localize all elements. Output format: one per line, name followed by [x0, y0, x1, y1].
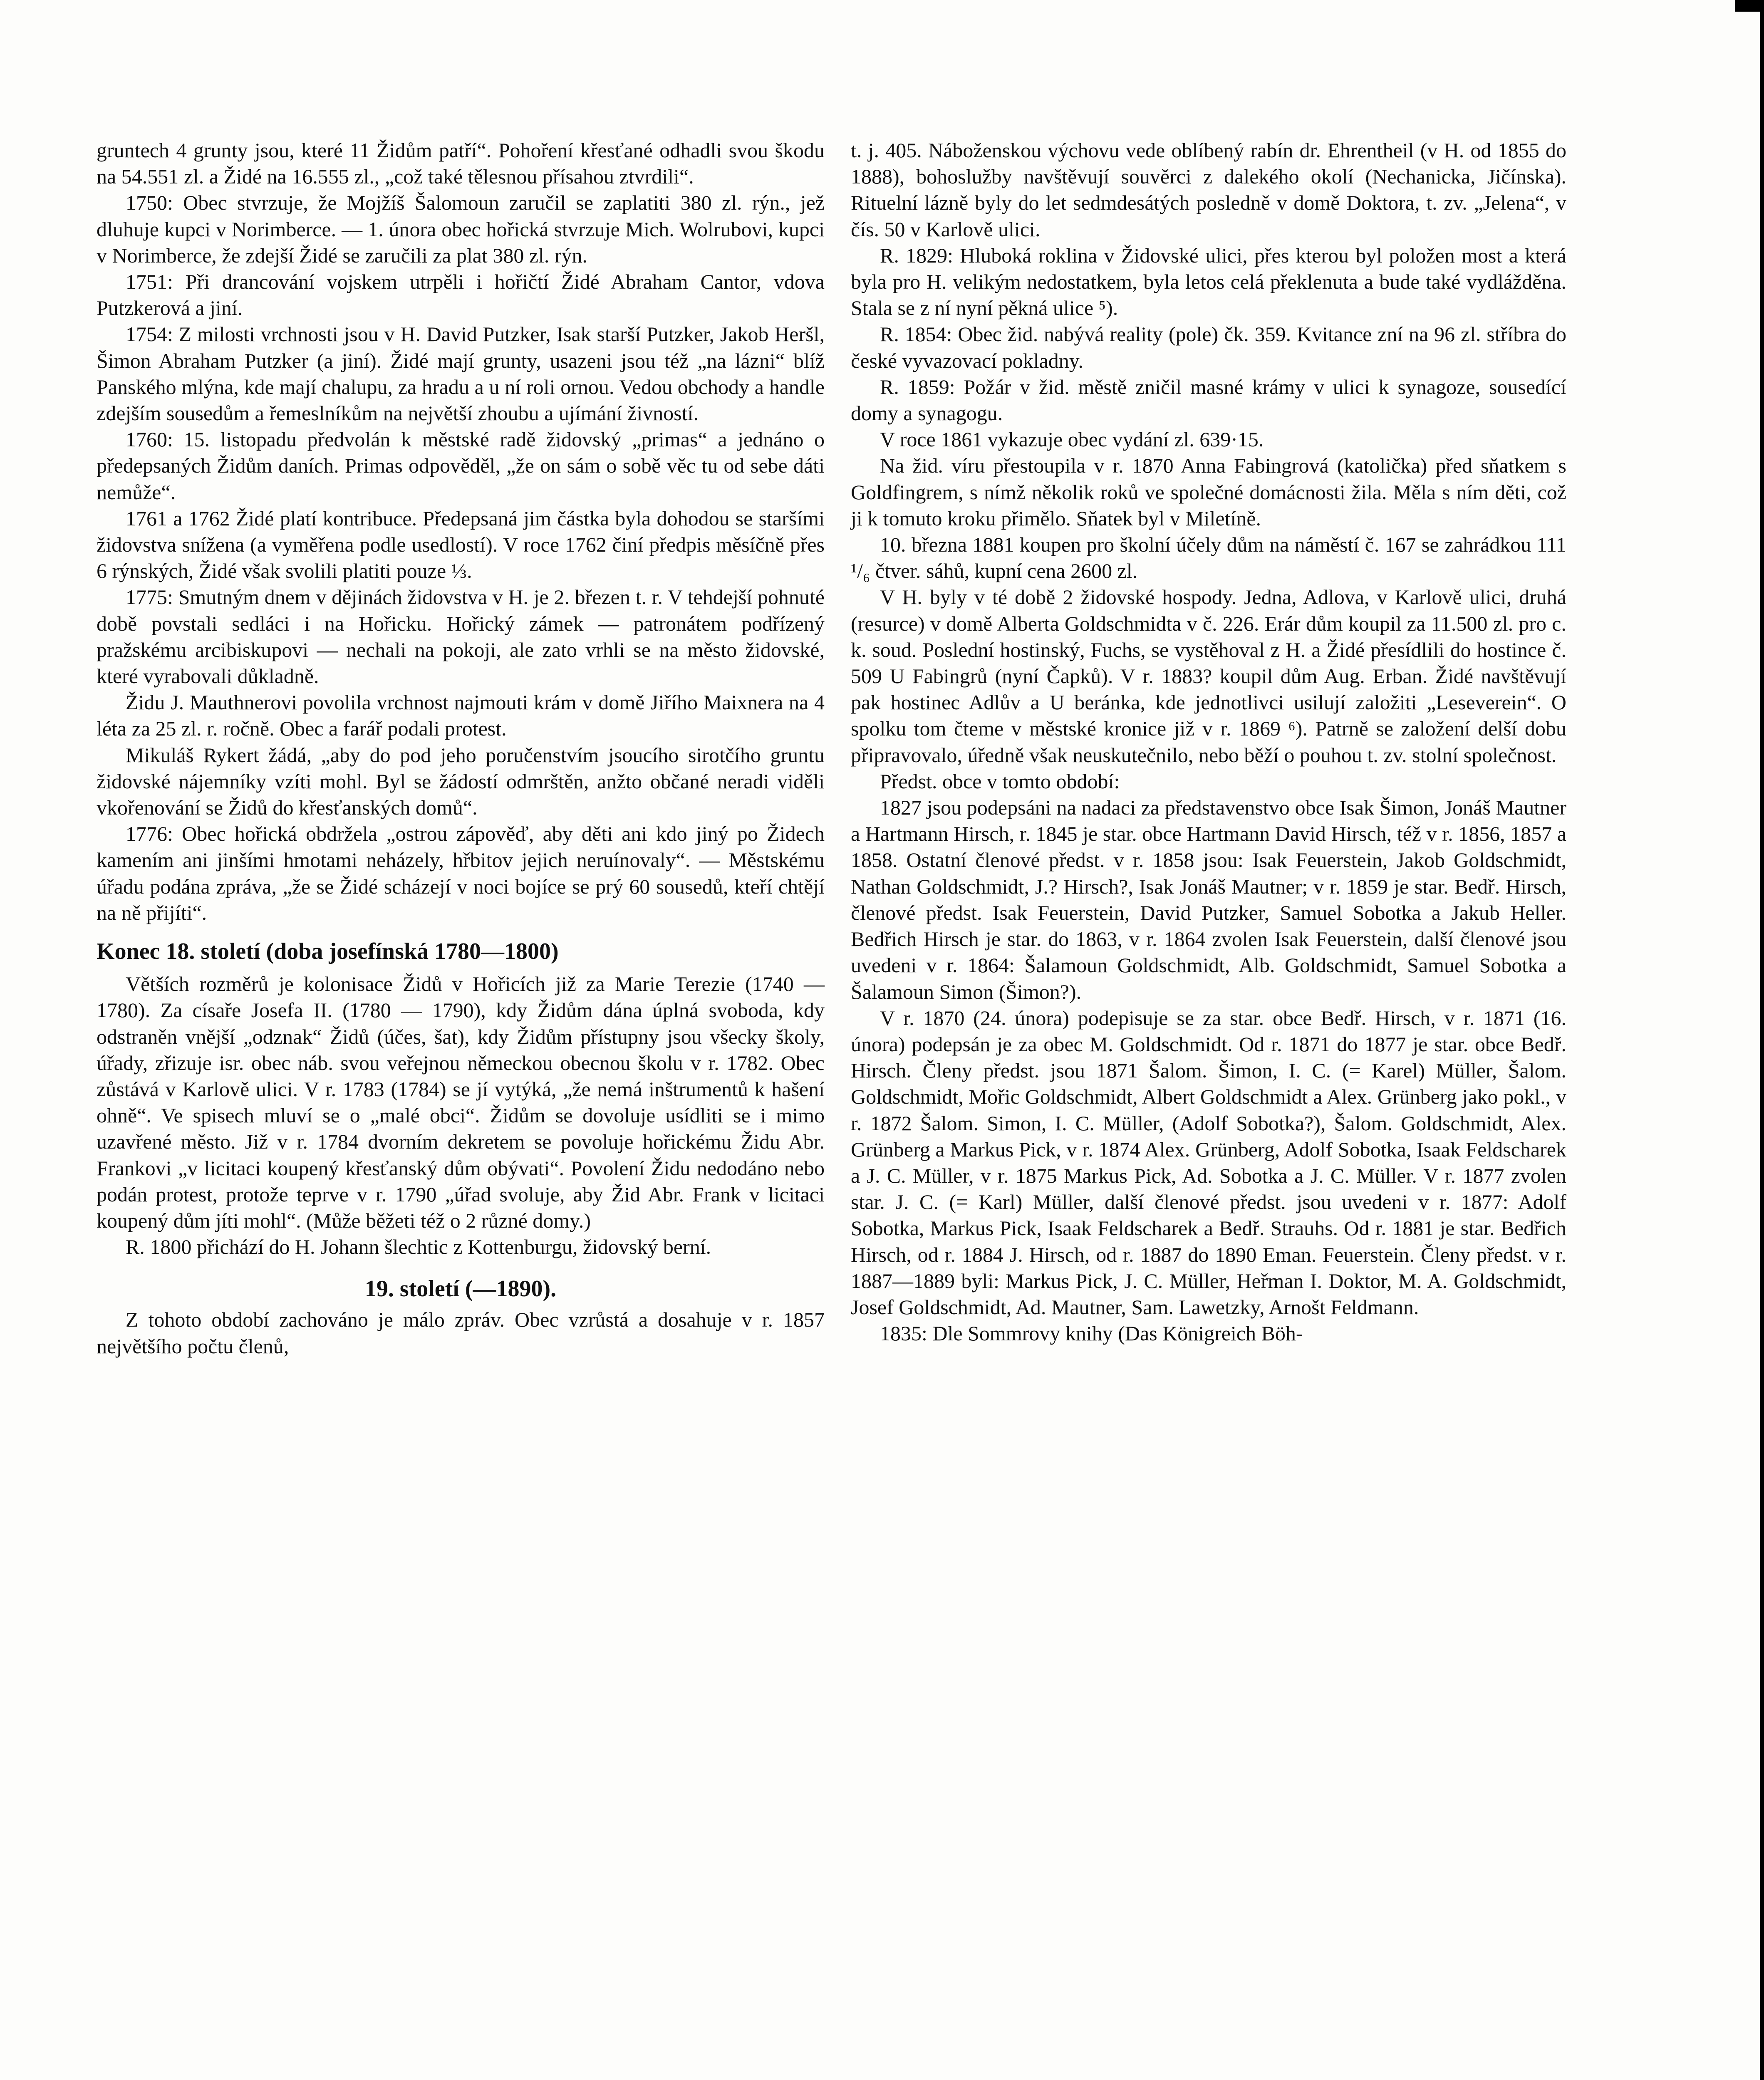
- left-column: [97, 137, 825, 1359]
- paragraph: 1754: Z milosti vrchnosti jsou v H. David Putzker, Isak starší Putzker, Jakob Heršl, Šimon Abraham Putzker (a jiní). Židé mají grunty, usazeni jsou též „na lázni“ blíž Panského mlýna, kde mají chalupu, za hradu a u ní roli ornou. Vedou obchody a handle zdejším sousedům a řemeslníkům na největší zhoubu a ujímání živností.: [97, 322, 825, 425]
- paragraph: Větších rozměrů je kolonisace Židů v Hořicích již za Marie Terezie (1740 — 1780). Za císaře Josefa II. (1780 — 1790), kdy Židům dána úplná svoboda, kdy odstraněn vnější „odznak“ Židů (účes, šat), kdy Židům přístupny jsou všecky školy, úřady, zřizuje isr. obec náb. svou veřejnou německou obecnou školu v r. 1782. Obec zůstává v Karlově ulici. V r. 1783 (1784) se jí vytýká, „že nemá inštrumentů k hašení ohně“. Ve spisech mluví se o „malé obci“. Židům se dovoluje usídliti se i mimo uzavřené město. Již v r. 1784 dvorním dekretem se povoluje hořickému Židu Abr. Frankovi „v licitaci koupený křesťanský dům obývati“. Povolení Židu nedodáno nebo podán protest, protože teprve v r. 1790 „úřad svoluje, aby Žid Abr. Frank v licitaci koupený dům jíti mohl“. (Může běžeti též o 2 různé domy.): [97, 972, 825, 1232]
- paragraph: V H. byly v té době 2 židovské hospody. Jedna, Adlova, v Karlově ulici, druhá (resurce) v domě Alberta Goldschmidta v č. 226. Erár dům koupil za 11.500 zl. pro c. k. soud. Poslední hostinský, Fuchs, se vystěhoval z H. a Židé přesídlili do hostince č. 509 U Fabingrů (nyní Čapků). V r. 1883? koupil dům Aug. Erban. Židé navštěvují pak hostinec Adlův a U beránka, kde jednotlivci usilují založiti „Leseverein“. O spolku tom čteme v městské kronice již v r. 1869 ⁶). Patrně se založení delší dobu připravovalo, úředně však neuskutečnilo, nebo běží o pouhou t. zv. stolní společnost.: [851, 585, 1566, 767]
- right-column: [851, 137, 1566, 1347]
- paragraph: Židu J. Mauthnerovi povolila vrchnost najmouti krám v domě Jiřího Maixnera na 4 léta za 25 zl. r. ročně. Obec a farář podali protest.: [97, 691, 825, 740]
- scan-border-right: [1760, 0, 1764, 2080]
- paragraph: t. j. 405. Náboženskou výchovu vede oblíbený rabín dr. Ehrentheil (v H. od 1855 do 1888), bohoslužby navštěvují souvěrci z dalekého okolí (Nechanicka, Jičínska). Rituelní lázně byly do let sedmdesátých posledně v domě Doktora, t. zv. „Jelena“, v čís. 50 v Karlově ulici.: [851, 139, 1566, 241]
- paragraph: 1761 a 1762 Židé platí kontribuce. Předepsaná jim částka byla dohodou se staršími židovstva snížena (a vyměřena podle usedlostí). V roce 1762 činí předpis měsíčně přes 6 rýnských, Židé však svolili platiti pouze ⅓.: [97, 506, 825, 583]
- paragraph: Z tohoto období zachováno je málo zpráv. Obec vzrůstá a dosahuje v r. 1857 největšího počtu členů,: [97, 1308, 825, 1358]
- scan-border-corner: [1735, 0, 1764, 12]
- paragraph: gruntech 4 grunty jsou, které 11 Židům patří“. Pohoření křesťané odhadli svou škodu na 54.551 zl. a Židé na 16.555 zl., „což také tělesnou přísahou ztvrdili“.: [97, 139, 825, 188]
- paragraph: V r. 1870 (24. února) podepisuje se za star. obce Bedř. Hirsch, v r. 1871 (16. února) podepsán je za obec M. Goldschmidt. Od r. 1871 do 1877 je star. obce Bedř. Hirsch. Členy předst. jsou 1871 Šalom. Šimon, I. C. (= Karel) Müller, Šalom. Goldschmidt, Mořic Goldschmidt, Albert Goldschmidt a Alex. Grünberg jako pokl., v r. 1872 Šalom. Simon, I. C. Müller, (Adolf Sobotka?), Šalom. Goldschmidt, Alex. Grünberg a Markus Pick, v r. 1874 Alex. Grünberg, Adolf Sobotka, Isaak Feldscharek a J. C. Müller, v r. 1875 Markus Pick, Ad. Sobotka a J. C. Müller. V r. 1877 zvolen star. J. C. (= Karl) Müller, další členové předst. jsou uvedeni v r. 1877: Adolf Sobotka, Markus Pick, Isaak Feldscharek a Bedř. Strauhs. Od r. 1881 je star. Bedřich Hirsch, od r. 1884 J. Hirsch, od r. 1887 do 1890 Eman. Feuerstein. Členy předst. v r. 1887—1889 byli: Markus Pick, J. C. Müller, Heřman I. Doktor, M. A. Goldschmidt, Josef Goldschmidt, Ad. Mautner, Sam. Lawetzky, Arnošt Feldmann.: [851, 1006, 1566, 1319]
- paragraph: Na žid. víru přestoupila v r. 1870 Anna Fabingrová (katolička) před sňatkem s Goldfingrem, s nímž několik roků ve společné domácnosti žila. Měla s ním děti, což ji k tomuto kroku přimělo. Sňatek byl v Miletíně.: [851, 454, 1566, 530]
- paragraph: 1775: Smutným dnem v dějinách židovstva v H. je 2. březen t. r. V tehdejší pohnuté době povstali sedláci i na Hořicku. Hořický zámek — patronátem podřízený pražskému arcibiskupovi — nechali na pokoji, ale zato vrhli se na město židovské, které vyrabovali důkladně.: [97, 585, 825, 688]
- paragraph: R. 1859: Požár v žid. městě zničil masné krámy v ulici k synagoze, sousedící domy a synagogu.: [851, 375, 1566, 425]
- paragraph: V roce 1861 vykazuje obec vydání zl. 639·15.: [880, 428, 1264, 451]
- paragraph: 1750: Obec stvrzuje, že Mojžíš Šalomoun zaručil se zaplatiti 380 zl. rýn., jež dluhuje kupci v Norimberce. — 1. února obec hořická stvrzuje Mich. Wolrubovi, kupci v Norimberce, že zdejší Židé se zaručili za plat 380 zl. rýn.: [97, 191, 825, 267]
- section-heading-19th-century: 19. století (—1890).: [364, 1276, 557, 1302]
- paragraph: Předst. obce v tomto období:: [880, 769, 1120, 793]
- paragraph: 1835: Dle Sommrovy knihy (Das Königreich Böh-: [880, 1322, 1303, 1345]
- paragraph: 1776: Obec hořická obdržela „ostrou zápověď, aby děti ani kdo jiný po Židech kamením ani jinšími hmotami neházely, hřbitov jejich neruínovaly“. — Městskému úřadu podána zpráva, „že se Židé scházejí v noci bojíce se prý 60 sousedů, kteří chtějí na ně přijíti“.: [97, 822, 825, 924]
- paragraph: R. 1800 přichází do H. Johann šlechtic z Kottenburgu, židovský berní.: [126, 1235, 711, 1259]
- paragraph: R. 1854: Obec žid. nabývá reality (pole) čk. 359. Kvitance zní na 96 zl. stříbra do české vyvazovací pokladny.: [851, 322, 1566, 372]
- paragraph: Mikuláš Rykert žádá, „aby do pod jeho poručenstvím jsoucího sirotčího gruntu židovské nájemníky vzíti mohl. Byl se žádostí odmrštěn, anžto občané neradi viděli vkořenování se Židů do křesťanských domů“.: [97, 743, 825, 820]
- section-heading-18th-century: Konec 18. století (doba josefínská 1780—1800): [97, 938, 559, 965]
- paragraph: 1760: 15. listopadu předvolán k městské radě židovský „primas“ a jednáno o předepsaných Židům daních. Primas odpověděl, „že on sám o sobě věc tu od sebe dáti nemůže“.: [97, 428, 825, 504]
- paragraph: 10. března 1881 koupen pro školní účely dům na náměstí č. 167 se zahrádkou 111 ¹/₆ čtver. sáhů, kupní cena 2600 zl.: [851, 533, 1566, 583]
- paragraph: R. 1829: Hluboká roklina v Židovské ulici, přes kterou byl položen most a která byla pro H. velikým nedostatkem, byla letos celá překlenuta a bude také vydlážděna. Stala se z ní nyní pěkná ulice ⁵).: [851, 243, 1566, 320]
- paragraph: 1827 jsou podepsáni na nadaci za představenstvo obce Isak Šimon, Jonáš Mautner a Hartmann Hirsch, r. 1845 je star. obce Hartmann David Hirsch, též v r. 1856, 1857 a 1858. Ostatní členové předst. v r. 1858 jsou: Isak Feuerstein, Jakob Goldschmidt, Nathan Goldschmidt, J.? Hirsch?, Isak Jonáš Mautner; v r. 1859 je star. Bedř. Hirsch, členové předst. Isak Feuerstein, David Putzker, Samuel Sobotka a Jakub Heller. Bedřich Hirsch je star. do 1863, v r. 1864 zvolen Isak Feuerstein, další členové jsou uvedeni v r. 1864: Šalamoun Goldschmidt, Alb. Goldschmidt, Samuel Sobotka a Šalamoun Simon (Šimon?).: [851, 796, 1566, 1003]
- paragraph: 1751: Při drancování vojskem utrpěli i hořičtí Židé Abraham Cantor, vdova Putzkerová a jiní.: [97, 270, 825, 320]
